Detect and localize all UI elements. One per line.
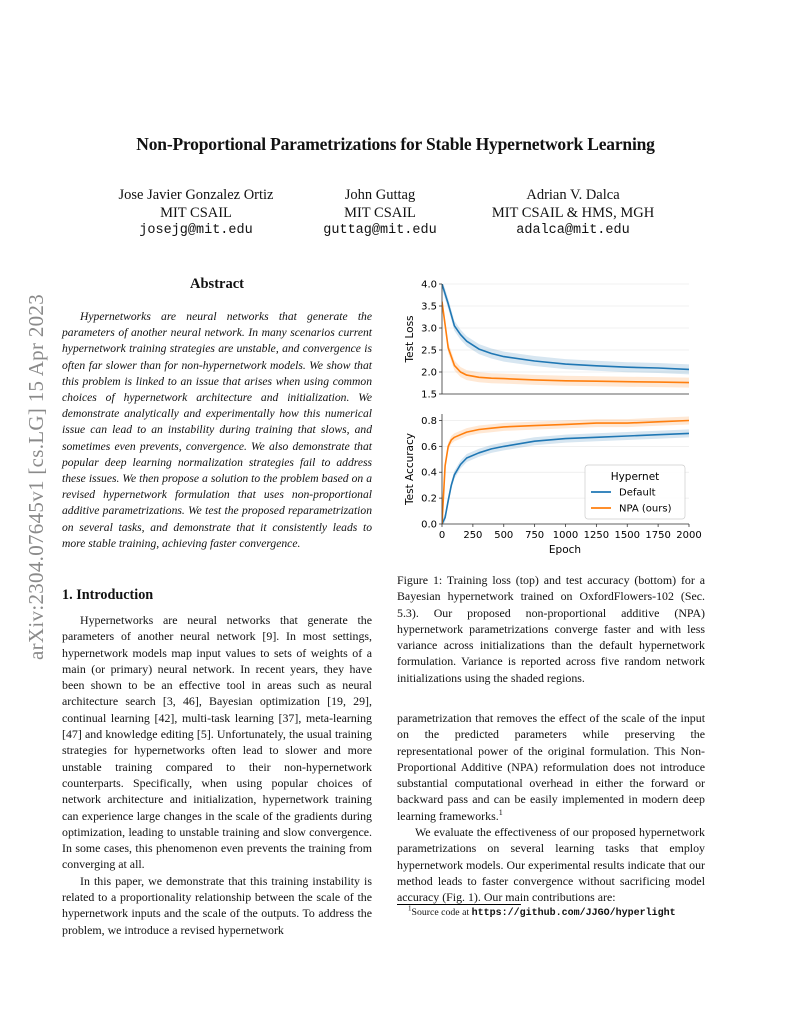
legend-label-npa: NPA (ours)	[619, 503, 672, 515]
paragraph: In this paper, we demonstrate that this training instability is related to a proportionality relationship between the scale of the hypernetwork inputs and the scale of the outputs. To address the problem, we introduce a revised hypernetwork	[62, 873, 372, 937]
x-tick-label: 2000	[676, 530, 702, 541]
loss-ylabel: Test Loss	[404, 315, 416, 363]
y-tick-label: 0.0	[421, 519, 437, 531]
chart-legend	[585, 465, 685, 519]
y-tick-label: 0.2	[421, 493, 437, 505]
y-tick-label: 2.5	[421, 345, 437, 357]
author-block	[101, 186, 291, 240]
paragraph	[397, 710, 705, 824]
figure-caption: Figure 1: Training loss (top) and test accuracy (bottom) for a Bayesian hypernetwork trained on OxfordFlowers-102 (Sec. 5.3). Our proposed non-proportional additive (NPA) hypernetwork parametrizations converge faster and with less variance across initializations than the default hypernetwork formulation. Variance is reported across five random network initializations using the shaded regions.	[397, 573, 705, 685]
arxiv-stamp: arXiv:2304.07645v1 [cs.LG] 15 Apr 2023	[24, 293, 48, 660]
author-name: Adrian V. Dalca	[526, 187, 620, 203]
abstract-heading: Abstract	[190, 276, 244, 292]
x-tick-label: 1250	[583, 530, 610, 541]
y-tick-label: 0.6	[421, 441, 437, 453]
y-tick-label: 3.5	[421, 301, 437, 313]
footnote-link[interactable]: https://github.com/JJGO/hyperlight	[471, 908, 676, 919]
y-tick-label: 4.0	[421, 279, 437, 291]
x-tick-label: 1500	[614, 530, 640, 541]
intro-column-left	[62, 612, 372, 938]
author-affiliation: MIT CSAIL	[344, 205, 416, 221]
paragraph-text: parametrization that removes the effect of the scale of the input on the predicted parameters while preserving the representational power of the original formulation. This Non-Proportional Additive (NPA) reformulation does not introduce substantial computational overhead in either the forward or backward pass and can be easily implemented in modern deep learning frameworks.	[397, 711, 705, 823]
y-tick-label: 2.0	[421, 367, 437, 379]
footnote	[408, 904, 676, 919]
author-email: guttag@mit.edu	[323, 223, 437, 238]
footnote-ref: 1	[498, 807, 503, 817]
loss-y-ticks	[421, 280, 442, 401]
footnote-text: Source code at	[411, 907, 472, 918]
accuracy-x-ticks	[439, 524, 702, 541]
x-tick-label: 250	[463, 530, 483, 541]
author-name: John Guttag	[344, 187, 416, 203]
abstract-text: Hypernetworks are neural networks that generate the parameters of another neural network. In many scenarios current hypernetwork training strategies are unstable, and convergence is often far slower than for non-hypernetwork models. We show that this problem is linked to an issue that arises when using common choices of hypernetwork architecture and initialization. We demonstrate analytically and experimentally how this numerical issue can lead to an instability during training that slows, and sometimes even prevents, convergence. We also demonstrate that popular deep learning normalization strategies fail to address these issues. We then propose a solution to the problem based on a revised hypernetwork formulation that uses non-proportional additive parametrizations. We test the proposed reparametrization on several tasks, and demonstrate that it consistently leads to more stable training, achieving faster convergence.	[62, 310, 372, 550]
accuracy-y-ticks	[421, 416, 442, 531]
section-heading: 1. Introduction	[62, 587, 154, 603]
x-tick-label: 1750	[645, 530, 671, 541]
paragraph: We evaluate the effectiveness of our proposed hypernetwork parametrizations on several learning tasks that employ hypernetwork models. Our experimental results indicate that our method leads to faster convergence without sacrificing model accuracy (Fig. 1). Our main contributions are:	[397, 825, 705, 905]
footnote-rule	[397, 904, 521, 905]
author-block	[468, 186, 678, 240]
author-email: adalca@mit.edu	[516, 223, 630, 238]
accuracy-xlabel: Epoch	[548, 544, 582, 556]
y-tick-label: 0.8	[421, 415, 437, 427]
y-tick-label: 0.4	[421, 467, 437, 479]
paragraph: Hypernetworks are neural networks that generate the parameters of another neural network [9]. In most settings, hypernetwork models map input values to sets of weights of a main (or primary) neural network. In recent years, they have been shown to be an effective tool in areas such as neural architecture search [3, 46], Bayesian optimization [19, 29], continual learning [42], multi-task learning [37], meta-learning [47] and knowledge editing [5]. Unfortunately, the usual training strategies for hypernetworks often lead to slower and more unstable training compared to their non-hypernetwork counterparts. Specifically, when using popular choices of network architecture and initialization, hypernetwork training can experience large changes in the scale of the gradients during optimization, leading to unstable training and slow convergence. In some cases, this phenomenon even prevents the training from converging at all.	[62, 613, 372, 872]
author-email: josejg@mit.edu	[139, 223, 253, 238]
legend-title: Hypernet	[610, 471, 660, 483]
x-tick-label: 750	[525, 530, 545, 541]
y-tick-label: 1.5	[421, 389, 437, 401]
x-tick-label: 1000	[552, 530, 579, 541]
author-block	[300, 186, 460, 240]
author-affiliation: MIT CSAIL	[160, 205, 232, 221]
x-tick-label: 0	[438, 530, 446, 541]
legend-label-default: Default	[619, 487, 656, 499]
accuracy-ylabel: Test Accuracy	[404, 433, 416, 505]
author-affiliation: MIT CSAIL & HMS, MGH	[491, 205, 655, 221]
intro-column-right	[397, 710, 705, 906]
footnote-mark: 1	[408, 904, 412, 913]
x-tick-label: 500	[494, 530, 514, 541]
paper-title: Non-Proportional Parametrizations for Stable Hypernetwork Learning	[136, 134, 655, 154]
figure-1	[395, 276, 715, 562]
author-name: Jose Javier Gonzalez Ortiz	[118, 187, 274, 203]
y-tick-label: 3.0	[421, 323, 437, 335]
